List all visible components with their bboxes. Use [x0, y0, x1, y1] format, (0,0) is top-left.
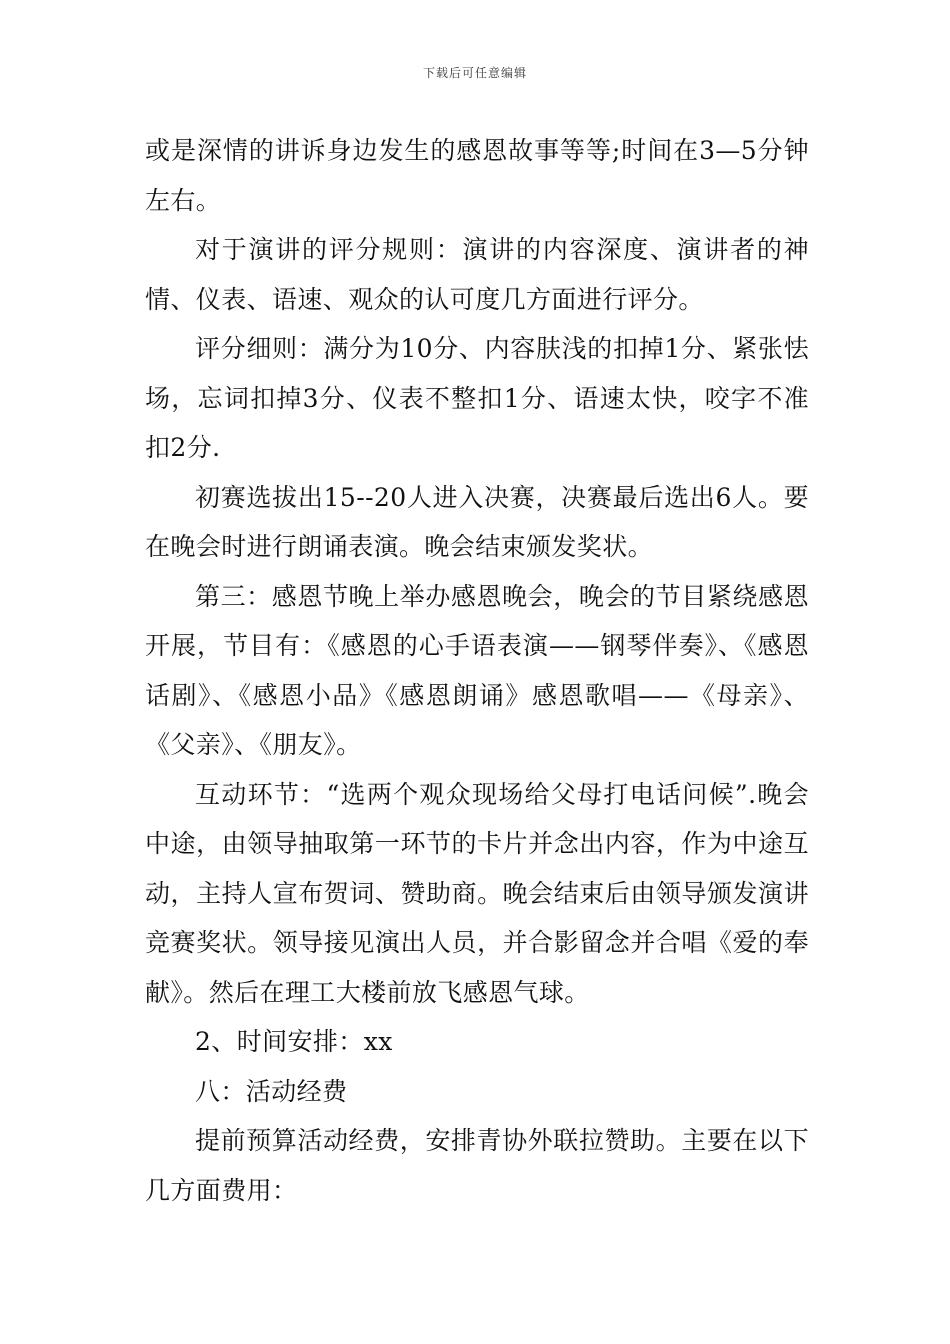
paragraph-scoring-rules: 对于演讲的评分规则：演讲的内容深度、演讲者的神情、仪表、语速、观众的认可度几方面进行评分。: [145, 235, 809, 314]
paragraph-scoring-details: 评分细则：满分为10分、内容肤浅的扣掉1分、紧张怯场，忘词扣掉3分、仪表不整扣1分、语速太快，咬字不准扣2分.: [145, 334, 809, 462]
paragraph-gala-program: 第三：感恩节晚上举办感恩晚会，晚会的节目紧绕感恩开展，节目有：《感恩的心手语表演——钢琴伴奏》、《感恩话剧》、《感恩小品》《感恩朗诵》感恩歌唱——《母亲》、《父亲》、《朋友》。: [145, 581, 809, 759]
paragraph-continuation: 或是深情的讲诉身边发生的感恩故事等等;时间在3—5分钟左右。: [145, 136, 809, 215]
paragraph-interaction: 互动环节：“选两个观众现场给父母打电话问候”.晚会中途，由领导抽取第一环节的卡片并念出内容，作为中途互动，主持人宣布贺词、赞助商。晚会结束后由领导颁发演讲竞赛奖状。领导接见演出人员，并合影留念并合唱《爱的奉献》。然后在理工大楼前放飞感恩气球。: [145, 779, 809, 1007]
page-header: 下载后可任意编辑: [422, 66, 527, 80]
paragraph-budget: 提前预算活动经费，安排青协外联拉赞助。主要在以下几方面费用：: [145, 1126, 809, 1205]
paragraph-schedule: 2、时间安排：xx: [195, 1027, 393, 1056]
document-body: [145, 126, 809, 1215]
paragraph-preliminary: 初赛选拔出15--20人进入决赛，决赛最后选出6人。要在晚会时进行朗诵表演。晚会结束颁发奖状。: [145, 482, 809, 561]
section-heading-budget: 八：活动经费: [195, 1076, 348, 1106]
